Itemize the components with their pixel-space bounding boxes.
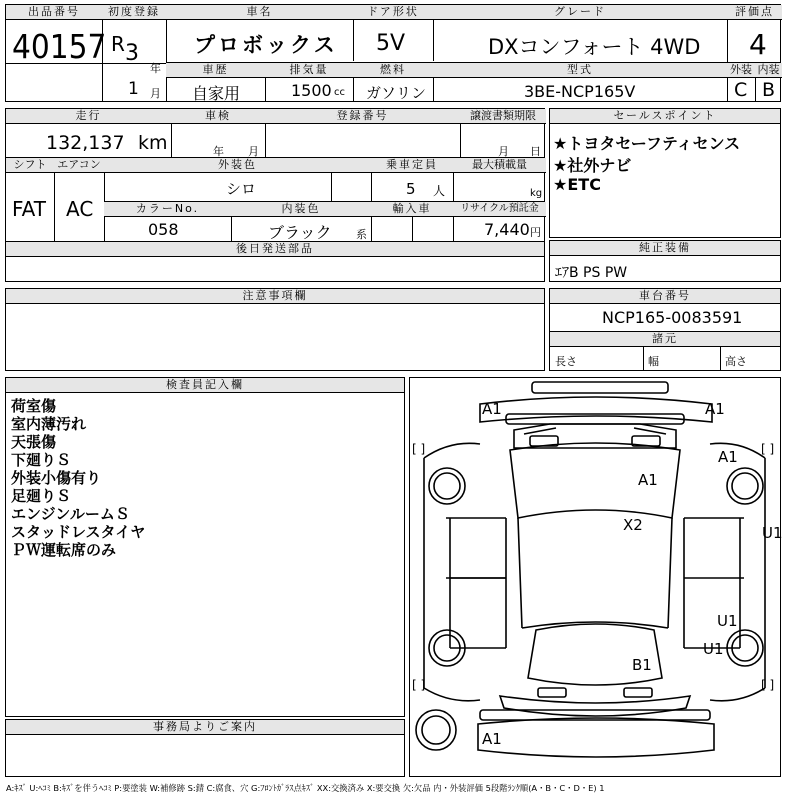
car-name-label: 車名 <box>166 5 353 20</box>
grade-label: グレード <box>433 5 727 20</box>
equipment-section <box>549 240 781 282</box>
exterior-color: シロ <box>226 180 257 198</box>
right-bracket-mark: [ ] <box>761 442 775 456</box>
damage-mark: A1 <box>482 400 502 418</box>
lot-number-label: 出品番号 <box>6 5 102 20</box>
remark-line: 下廻りＳ <box>11 451 72 469</box>
era: R <box>111 32 125 56</box>
ac: AC <box>66 197 94 221</box>
damage-mark: A1 <box>705 400 725 418</box>
max-load-label: 最大積載量 <box>453 158 546 173</box>
office-label: 事務局よりご案内 <box>6 720 404 735</box>
fuel-label: 燃料 <box>353 63 433 78</box>
equipment-value: ｴｱB PS PW <box>555 265 628 281</box>
door-type: 5V <box>376 31 406 56</box>
sales-points-section <box>549 108 781 238</box>
capacity-label: 乗車定員 <box>371 158 453 173</box>
displacement: 1500 <box>291 81 332 100</box>
remark-line: 外装小傷有り <box>11 469 102 487</box>
lot-number: 40157 <box>12 27 107 66</box>
notes-section <box>5 288 545 371</box>
score: 4 <box>749 28 767 61</box>
score-label: 評価点 <box>727 5 782 20</box>
grade: DXコンフォート 4WD <box>488 35 701 59</box>
remark-line: 天張傷 <box>11 433 57 451</box>
car-outline-drawing <box>410 378 779 775</box>
right-bracket-mark: [ ] <box>761 678 775 692</box>
recycle-fee-label: リサイクル預託金 <box>453 202 546 217</box>
transfer-deadline-label: 譲渡書類期限 <box>460 109 546 124</box>
interior-grade: B <box>762 79 776 101</box>
door-label: ドア形状 <box>353 5 433 20</box>
import-label: 輸入車 <box>371 202 453 217</box>
shift-label: シフト <box>6 158 54 173</box>
sales-point-item: ★社外ナビ <box>553 156 632 175</box>
reg-month-unit: 月 <box>150 87 161 100</box>
shift: FAT <box>12 197 47 221</box>
exterior-color-label: 外装色 <box>104 158 371 173</box>
width-label: 幅 <box>648 355 659 368</box>
interior-color-suffix: 系 <box>356 228 367 241</box>
notes-label: 注意事項欄 <box>6 289 544 304</box>
inspection-label: 車検 <box>171 109 265 124</box>
details-section <box>5 108 545 282</box>
transfer-day-unit: 日 <box>530 145 541 158</box>
fuel: ガソリン <box>366 84 427 102</box>
sales-points-label: セールスポイント <box>550 109 780 124</box>
damage-mark: B1 <box>632 656 652 674</box>
transfer-month-unit: 月 <box>498 145 509 158</box>
inspector-label: 検査員記入欄 <box>6 378 404 393</box>
header-section <box>5 4 781 102</box>
history: 自家用 <box>192 84 241 103</box>
damage-mark: A1 <box>482 730 502 748</box>
remark-line: スタッドレスタイヤ <box>11 523 146 541</box>
sales-point-item: ★ETC <box>553 175 601 194</box>
mileage: 132,137 <box>46 132 125 154</box>
capacity-unit: 人 <box>433 184 446 198</box>
damage-mark: A1 <box>718 448 738 466</box>
left-bracket-mark: [ ] <box>412 678 426 692</box>
inspection-year-unit: 年 <box>213 145 224 158</box>
reg-year: 3 <box>125 41 139 66</box>
ac-label: エアコン <box>54 158 104 173</box>
displacement-unit: cc <box>334 87 345 98</box>
color-number-label: カラーNo. <box>104 202 231 217</box>
chassis-number: NCP165-0083591 <box>602 308 743 327</box>
plate-label: 登録番号 <box>265 109 460 124</box>
height-label: 高さ <box>725 355 747 368</box>
mileage-label: 走行 <box>6 109 171 124</box>
damage-mark: U1 <box>762 524 783 542</box>
capacity: 5 <box>406 180 416 198</box>
damage-mark: X2 <box>623 516 643 534</box>
sales-point-item: ★トヨタセーフティセンス <box>553 134 741 153</box>
remark-line: 室内薄汚れ <box>11 415 87 433</box>
color-number: 058 <box>148 220 179 239</box>
exterior-grade-label: 外装 <box>727 63 755 78</box>
later-parts-label: 後日発送部品 <box>6 242 544 257</box>
office-section <box>5 719 405 777</box>
dimensions-label: 諸元 <box>550 332 780 347</box>
left-bracket-mark: [ ] <box>412 442 426 456</box>
damage-mark: U1 <box>703 640 724 658</box>
car-name: プロボックス <box>194 33 338 57</box>
model: 3BE-NCP165V <box>524 82 636 101</box>
inspector-section <box>5 377 405 717</box>
exterior-grade: C <box>734 79 748 101</box>
interior-grade-label: 内装 <box>755 63 782 78</box>
remark-line: エンジンルームＳ <box>11 505 130 523</box>
inspection-month-unit: 月 <box>248 145 259 158</box>
reg-month: 1 <box>128 79 139 99</box>
history-label: 車歴 <box>166 63 265 78</box>
reg-year-unit: 年 <box>150 62 161 75</box>
displacement-label: 排気量 <box>265 63 353 78</box>
legend: A:ｷｽﾞ U:ﾍｺﾐ B:ｷｽﾞを伴うﾍｺﾐ P:要塗装 W:補修跡 S:錆 C:腐食、穴 G:ﾌﾛﾝﾄｶﾞﾗｽ点ｷｽﾞ XX:交換済み X:要交換 欠:欠品 内・外装評価 5段階ﾗﾝｸ順(A・B・C・D・E) 1 <box>6 783 605 793</box>
length-label: 長さ <box>555 355 577 368</box>
chassis-label: 車台番号 <box>550 289 780 304</box>
recycle-fee: 7,440 <box>484 220 530 239</box>
chassis-section <box>549 288 781 371</box>
recycle-fee-unit: 円 <box>530 226 541 239</box>
equipment-label: 純正装備 <box>550 241 780 256</box>
remark-line: 荷室傷 <box>11 397 57 415</box>
car-diagram <box>409 377 781 777</box>
max-load-unit: kg <box>530 188 543 199</box>
mileage-unit: km <box>138 132 168 154</box>
damage-mark: U1 <box>717 612 738 630</box>
model-label: 型式 <box>433 63 727 78</box>
remark-line: ＰＷ運転席のみ <box>11 541 117 559</box>
damage-mark: A1 <box>638 471 658 489</box>
first-registration-label: 初度登録 <box>102 5 166 20</box>
remark-line: 足廻りＳ <box>11 487 72 505</box>
interior-color: ブラック <box>268 223 332 242</box>
interior-color-label: 内装色 <box>231 202 371 217</box>
